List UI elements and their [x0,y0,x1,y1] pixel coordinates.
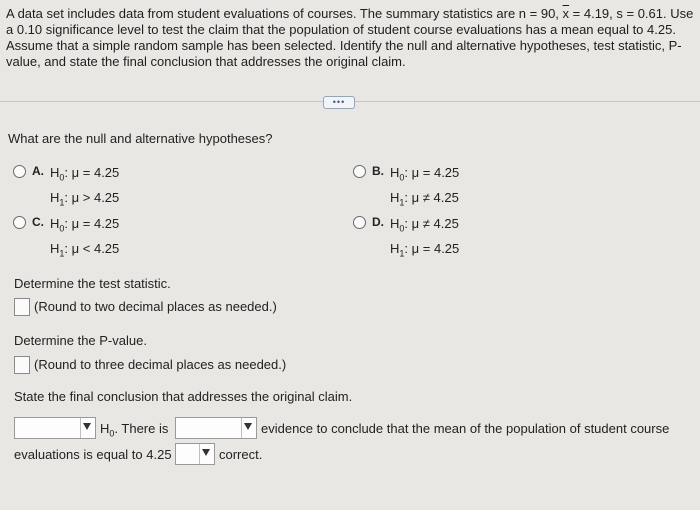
dropdown-arrow-icon [202,449,210,456]
p-value-input[interactable] [14,356,30,374]
conclusion-line2: evaluations is equal to 4.25 [14,447,172,462]
dropdown-separator [80,418,81,438]
option-c-hypotheses: $H_0$: μ = 4.25 $H_1$: μ < 4.25 [50,216,120,259]
evidence-text: evidence to conclude that the mean of the population of student course [261,421,670,436]
option-d[interactable] [353,214,459,263]
problem-text-1: A data set includes data from student evaluations of courses. The summary statistics are n = 90, [6,6,563,21]
option-b-hypotheses: $H_0$: μ = 4.25 $H_1$: μ ≠ 4.25 [390,165,460,208]
radio-option-b[interactable] [353,165,366,178]
radio-option-a[interactable] [13,165,26,178]
evidence-dropdown[interactable] [175,417,257,439]
option-d-h0: μ ≠ 4.25 [411,216,459,231]
option-d-hypotheses: $H_0$: μ ≠ 4.25 $H_1$: μ = 4.25 [390,216,460,259]
option-b-h0: μ = 4.25 [411,165,460,180]
radio-option-d[interactable] [353,216,366,229]
h0-there-is-text: $H_0$. There is [100,421,169,439]
test-statistic-hint: (Round to two decimal places as needed.) [34,299,277,314]
option-d-letter: D. [372,215,384,229]
reject-decision-dropdown[interactable] [14,417,96,439]
more-button[interactable]: ••• [323,96,355,109]
correct-text: correct. [219,447,263,462]
test-statistic-input[interactable] [14,298,30,316]
dropdown-arrow-icon [244,423,252,430]
option-b-h1: μ ≠ 4.25 [411,189,459,205]
radio-option-c[interactable] [13,216,26,229]
p-value-hint: (Round to three decimal places as needed.) [34,357,287,372]
option-c[interactable] [13,214,119,263]
claim-dropdown[interactable] [175,443,215,465]
conclusion-prompt: State the final conclusion that addresses the original claim. [14,389,353,404]
test-statistic-prompt: Determine the test statistic. [14,276,171,291]
option-a-letter: A. [32,164,44,178]
option-b-letter: B. [372,164,384,178]
dropdown-arrow-icon [83,423,91,430]
dropdown-separator [199,444,200,464]
x-bar-symbol: $\overline{x}$ [562,6,570,21]
option-d-h1: μ = 4.25 [411,240,460,256]
dropdown-separator [241,418,242,438]
option-a-h0: μ = 4.25 [71,165,120,180]
hypotheses-question: What are the null and alternative hypotheses? [8,131,273,146]
option-c-h1: μ < 4.25 [71,240,120,256]
option-b[interactable] [353,163,459,212]
option-c-letter: C. [32,215,44,229]
option-c-h0: μ = 4.25 [71,216,120,231]
problem-statement [6,6,696,70]
option-a-hypotheses: $H_0$: μ = 4.25 $H_1$: μ > 4.25 [50,165,120,208]
problem-text-2: = 4.19, s = 0.61. Use a 0.10 significance level to test the claim that the population of student course evaluations has a mean equal to 4.25. Assume that a simple random sample has been selected. Identify the null and alternative hypotheses, test statistic, P-value, and state the final conclusion that addresses the original claim. [6,6,694,69]
p-value-prompt: Determine the P-value. [14,333,147,348]
option-a-h1: μ > 4.25 [71,189,120,205]
option-a[interactable] [13,163,119,212]
